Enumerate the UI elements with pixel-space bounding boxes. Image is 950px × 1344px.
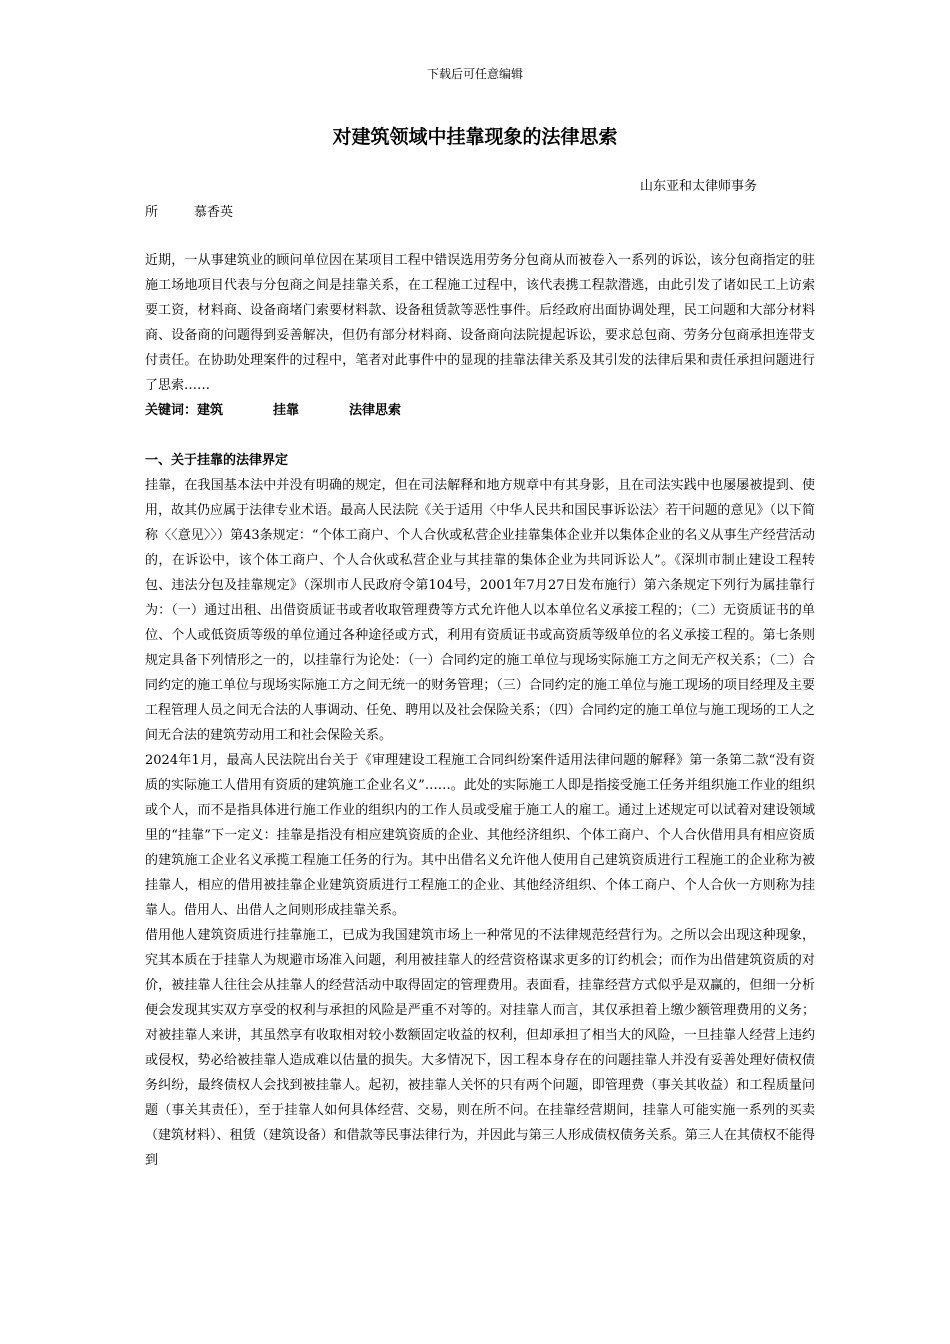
body-paragraph: 挂靠，在我国基本法中并没有明确的规定，但在司法解释和地方规章中有其身影，且在司法实践中也屡屡被提到、使用，故其仍应属于法律专业术语。最高人民法院《关于适用〈中华人民共和国民事诉讼法〉若干问题的意见》（以下简称〈〈意见〉〉）第43条规定：“个体工商户、个人合伙或私营企业挂靠集体企业并以集体企业的名义从事生产经营活动的，在诉讼中，该个体工商户、个人合伙或私营企业与其挂靠的集体企业为共同诉讼人”。《深圳市制止建设工程转包、违法分包及挂靠规定》（深圳市人民政府令第104号，2001年7月27日发布施行）第六条规定下列行为属挂靠行为：（一）通过出租、出借资质证书或者收取管理费等方式允许他人以本单位名义承接工程的；（二）无资质证书的单位、个人或低资质等级的单位通过各种途径或方式，利用有资质证书或高资质等级单位的名义承接工程的。第七条则规定具备下列情形之一的，以挂靠行为论处：（一）合同约定的施工单位与现场实际施工方之间无产权关系；（二）合同约定的施工单位与现场实际施工方之间无统一的财务管理；（三）合同约定的施工单位与施工现场的项目经理及主要工程管理人员之间无合法的人事调动、任免、聘用以及社会保险关系；（四）合同约定的施工单位与施工现场的工人之间无合法的建筑劳动用工和社会保险关系。 [145,478,815,743]
keywords-line [145,398,815,423]
page-header: 下载后可任意编辑 [426,67,523,81]
body-paragraph: 借用他人建筑资质进行挂靠施工，已成为我国建筑市场上一种常见的不法律规范经营行为。之所以会出现这种现象，究其本质在于挂靠人为规避市场准入问题，利用被挂靠人的经营资格谋求更多的订约机会；而作为出借建筑资质的对价，被挂靠人往往会从挂靠人的经营活动中取得固定的管理费用。表面看，挂靠经营方式似乎是双赢的，但细一分析便会发现其实双方享受的权利与承担的风险是严重不对等的。对挂靠人而言，其仅承担着上缴少额管理费用的义务；对被挂靠人来讲，其虽然享有收取相对较小数额固定收益的权利，但却承担了相当大的风险，一旦挂靠人经营上违约或侵权，势必给被挂靠人造成难以估量的损失。大多情况下，因工程本身存在的问题挂靠人并没有妥善处理好债权债务纠纷，最终债权人会找到被挂靠人。起初，被挂靠人关怀的只有两个问题，即管理费（事关其收益）和工程质量问题（事关其责任），至于挂靠人如何具体经营、交易，则在所不问。在挂靠经营期间，挂靠人可能实施一系列的买卖（建筑材料）、租赁（建筑设备）和借款等民事法律行为，并因此与第三人形成债权债务关系。第三人在其债权不能得到 [145,928,815,1168]
section-heading: 一、关于挂靠的法律界定 [145,453,289,468]
keyword-item: 法律思索 [349,403,402,418]
abstract-paragraph: 近期，一从事建筑业的顾问单位因在某项目工程中错误选用劳务分包商从而被卷入一系列的诉讼，该分包商指定的驻施工场地项目代表与分包商之间是挂靠关系，在工程施工过程中，该代表携工程款潜逃，由此引发了诸如民工上访索要工资，材料商、设备商堵门索要材料款、设备租赁款等恶性事件。后经政府出面协调处理，民工问题和大部分材料商、设备商的问题得到妥善解决，但仍有部分材料商、设备商向法院提起诉讼，要求总包商、劳务分包商承担连带支付责任。在协助处理案件的过程中，笔者对此事件中的显现的挂靠法律关系及其引发的法律后果和责任承担问题进行了思索…… [145,253,815,393]
spacer [145,423,815,448]
document-body [145,248,815,1173]
keywords-label: 关键词： [145,403,198,418]
author-line2 [145,203,233,223]
body-paragraph: 2024年1月，最高人民法院出台关于《审理建设工程施工合同纠纷案件适用法律问题的解释》第一条第二款“没有资质的实际施工人借用有资质的建筑施工企业名义”……。此处的实际施工人即是指接受施工任务并组织施工作业的组织或个人，而不是指具体进行施工作业的组织内的工作人员或受雇于施工人的雇工。通过上述规定可以试着对建设领域里的“挂靠”下一定义：挂靠是指没有相应建筑资质的企业、其他经济组织、个体工商户、个人合伙借用具有相应资质的建筑施工企业名义承揽工程施工任务的行为。其中出借名义允许他人使用自己建筑资质进行工程施工的企业称为被挂靠人，相应的借用被挂靠企业建筑资质进行工程施工的企业、其他经济组织、个体工商户、个人合伙一方则称为挂靠人。借用人、出借人之间则形成挂靠关系。 [145,753,815,918]
author-firm-line2: 所 [145,205,159,220]
author-name: 慕香英 [194,205,234,220]
document-title: 对建筑领域中挂靠现象的法律思索 [332,126,618,148]
keyword-item: 建筑 [197,403,224,418]
author-firm-line1: 山东亚和太律师事务 [640,179,758,194]
keyword-item: 挂靠 [273,403,300,418]
